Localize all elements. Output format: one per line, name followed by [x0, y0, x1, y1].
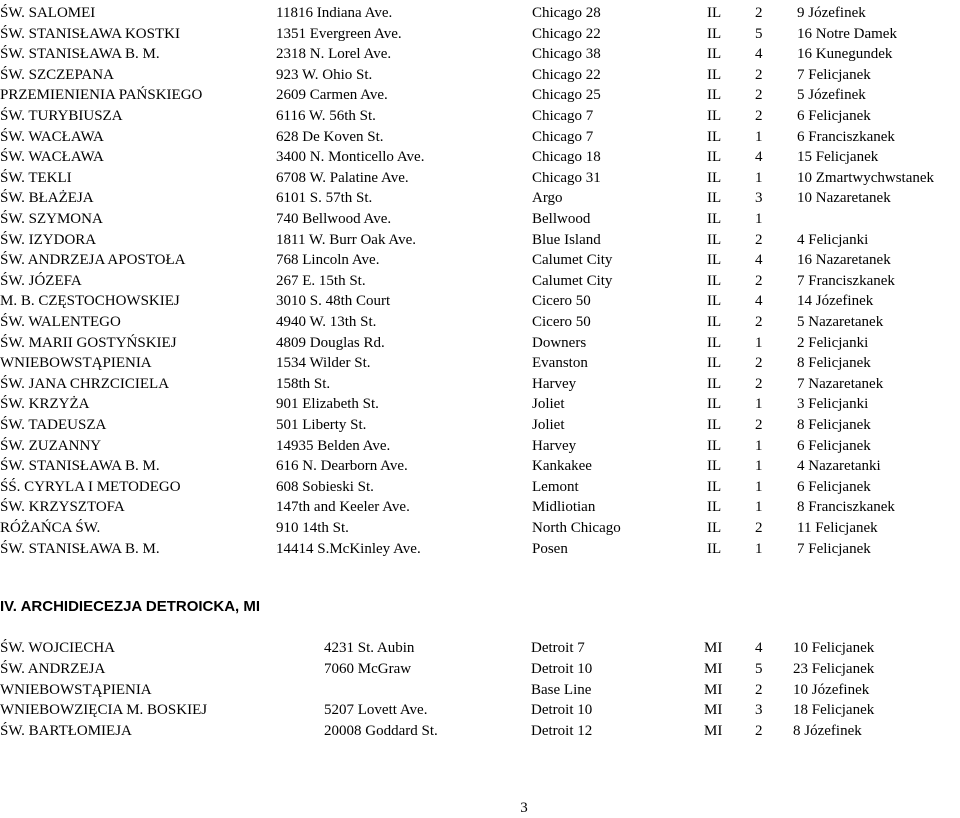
- parish-sisters: 3 Felicjanki: [797, 396, 869, 413]
- parish-name: ŚW. ZUZANNY: [0, 437, 102, 454]
- parish-name: ŚW. SZYMONA: [0, 211, 103, 227]
- parish-sisters: 9 Józefinek: [797, 5, 866, 21]
- parish-address: 147th and Keeler Ave.: [276, 499, 410, 516]
- parish-sisters: 14 Józefinek: [797, 293, 874, 310]
- parish-sisters: 6 Felicjanek: [797, 437, 871, 454]
- parish-sisters: 8 Felicjanek: [797, 417, 871, 433]
- parish-city: Cicero 50: [532, 314, 591, 330]
- parish-city: Midliotian: [532, 499, 596, 516]
- parish-name: ŚW. SALOMEI: [0, 5, 96, 21]
- parish-state: IL: [707, 66, 722, 83]
- parish-number: 2: [755, 520, 763, 536]
- parish-sisters: 10 Felicjanek: [793, 640, 875, 656]
- parish-row: [0, 85, 960, 105]
- parish-row: [0, 65, 960, 85]
- parish-state: IL: [707, 499, 722, 516]
- parish-row: [0, 44, 960, 64]
- parish-row: [0, 436, 960, 456]
- parish-state: IL: [707, 520, 722, 536]
- parish-city: Detroit 10: [531, 702, 593, 719]
- parish-number: 2: [755, 108, 763, 124]
- parish-row: [0, 24, 960, 44]
- parish-name: ŚW. SZCZEPANA: [0, 66, 114, 83]
- parish-row: [0, 291, 960, 311]
- parish-state: MI: [704, 660, 723, 677]
- parish-name: ŚŚ. CYRYLA I METODEGO: [0, 478, 181, 495]
- parish-state: IL: [707, 87, 722, 104]
- parish-state: IL: [707, 211, 722, 227]
- parish-city: Calumet City: [532, 252, 613, 269]
- section-heading-detroit: IV. ARCHIDIECEZJA DETROICKA, MI: [0, 598, 261, 615]
- parish-city: Detroit 12: [531, 723, 593, 740]
- parish-row: [0, 659, 960, 679]
- parish-number: 3: [755, 190, 763, 207]
- parish-address: 3010 S. 48th Court: [276, 293, 391, 310]
- parish-state: IL: [707, 46, 722, 63]
- parish-city: Chicago 7: [532, 108, 594, 124]
- parish-city: North Chicago: [532, 520, 621, 536]
- parish-state: IL: [707, 128, 722, 145]
- parish-name: ŚW. BARTŁOMIEJA: [0, 723, 132, 740]
- parish-city: Blue Island: [532, 231, 601, 248]
- parish-row: [0, 456, 960, 476]
- parish-number: 2: [755, 375, 763, 392]
- parish-name: ŚW. IZYDORA: [0, 231, 97, 248]
- parish-name: ŚW. BŁAŻEJA: [0, 190, 94, 207]
- parish-name: ŚW. ANDRZEJA APOSTOŁA: [0, 252, 186, 269]
- parish-city: Cicero 50: [532, 293, 591, 310]
- parish-number: 4: [755, 640, 763, 656]
- parish-address: 6708 W. Palatine Ave.: [276, 169, 409, 186]
- parish-state: MI: [704, 723, 723, 740]
- parish-sisters: 10 Nazaretanek: [797, 190, 891, 207]
- parish-sisters: 8 Franciszkanek: [797, 499, 895, 516]
- parish-sisters: 6 Felicjanek: [797, 478, 871, 495]
- parish-sisters: 4 Felicjanki: [797, 231, 869, 248]
- parish-number: 1: [755, 334, 763, 351]
- parish-state: IL: [707, 355, 722, 372]
- parish-name: ŚW. WALENTEGO: [0, 314, 121, 330]
- parish-city: Detroit 7: [531, 640, 585, 656]
- parish-state: IL: [707, 334, 722, 351]
- parish-city: Chicago 18: [532, 149, 601, 166]
- parish-sisters: 18 Felicjanek: [793, 702, 875, 719]
- parish-city: Chicago 7: [532, 128, 594, 145]
- parish-state: IL: [707, 293, 722, 310]
- parish-city: Chicago 22: [532, 66, 601, 83]
- parish-row: [0, 106, 960, 126]
- parish-sisters: 15 Felicjanek: [797, 149, 879, 166]
- parish-number: 1: [755, 211, 763, 227]
- parish-row: [0, 721, 960, 741]
- parish-name: ŚW. KRZYŻA: [0, 396, 90, 413]
- parish-address: 910 14th St.: [276, 520, 349, 536]
- parish-row: [0, 477, 960, 497]
- parish-name: ŚW. TURYBIUSZA: [0, 108, 123, 124]
- parish-sisters: 7 Felicjanek: [797, 540, 871, 557]
- parish-sisters: 16 Kunegundek: [797, 46, 893, 63]
- parish-sisters: 11 Felicjanek: [797, 520, 878, 536]
- parish-city: Evanston: [532, 355, 588, 372]
- parish-number: 2: [755, 417, 763, 433]
- parish-row: [0, 168, 960, 188]
- parish-address: 2609 Carmen Ave.: [276, 87, 388, 104]
- parish-row: [0, 188, 960, 208]
- parish-city: Kankakee: [532, 458, 592, 475]
- parish-address: 1534 Wilder St.: [276, 355, 371, 372]
- parish-state: MI: [704, 681, 723, 698]
- parish-sisters: 2 Felicjanki: [797, 334, 869, 351]
- parish-number: 2: [755, 272, 763, 289]
- parish-number: 5: [755, 660, 763, 677]
- parish-sisters: 10 Józefinek: [793, 681, 870, 698]
- parish-sisters: 4 Nazaretanki: [797, 458, 881, 475]
- parish-address: 608 Sobieski St.: [276, 478, 374, 495]
- parish-name: ŚW. WACŁAWA: [0, 149, 104, 166]
- parish-number: 2: [755, 723, 763, 740]
- parish-city: Argo: [532, 190, 563, 207]
- parish-number: 1: [755, 478, 763, 495]
- parish-number: 1: [755, 458, 763, 475]
- parish-sisters: 6 Felicjanek: [797, 108, 871, 124]
- parish-address: 768 Lincoln Ave.: [276, 252, 380, 269]
- parish-address: 501 Liberty St.: [276, 417, 367, 433]
- parish-sisters: 23 Felicjanek: [793, 660, 875, 677]
- parish-city: Bellwood: [532, 211, 591, 227]
- parish-row: [0, 353, 960, 373]
- parish-address: 4809 Douglas Rd.: [276, 334, 385, 351]
- parish-city: Detroit 10: [531, 660, 593, 677]
- parish-city: Lemont: [532, 478, 579, 495]
- parish-row: [0, 374, 960, 394]
- parish-city: Chicago 38: [532, 46, 601, 63]
- parish-number: 2: [755, 681, 763, 698]
- page-number: 3: [520, 800, 528, 816]
- parish-address: 740 Bellwood Ave.: [276, 211, 392, 227]
- parish-number: 5: [755, 25, 763, 42]
- parish-number: 2: [755, 231, 763, 248]
- parish-state: MI: [704, 640, 723, 656]
- parish-name: ŚW. STANISŁAWA KOSTKI: [0, 25, 180, 42]
- parish-number: 1: [755, 540, 763, 557]
- parish-row: [0, 700, 960, 720]
- parish-address: 158th St.: [276, 375, 331, 392]
- parish-address: 11816 Indiana Ave.: [276, 5, 393, 21]
- parish-name: ŚW. WACŁAWA: [0, 128, 104, 145]
- parish-number: 4: [755, 46, 763, 63]
- parish-address: 2318 N. Lorel Ave.: [276, 46, 392, 63]
- parish-name: ŚW. STANISŁAWA B. M.: [0, 46, 160, 63]
- parish-number: 2: [755, 5, 763, 21]
- parish-row: [0, 209, 960, 229]
- parish-number: 4: [755, 293, 763, 310]
- parish-row: [0, 3, 960, 23]
- parish-sisters: 10 Zmartwychwstanek: [797, 169, 935, 186]
- parish-name: ŚW. MARII GOSTYŃSKIEJ: [0, 334, 177, 351]
- parish-state: IL: [707, 417, 722, 433]
- parish-number: 1: [755, 396, 763, 413]
- parish-sisters: 8 Józefinek: [793, 723, 862, 740]
- parish-state: IL: [707, 272, 722, 289]
- parish-state: IL: [707, 375, 722, 392]
- parish-state: IL: [707, 478, 722, 495]
- parish-city: Chicago 28: [532, 5, 601, 21]
- parish-number: 2: [755, 66, 763, 83]
- parish-row: [0, 415, 960, 435]
- parish-city: Chicago 25: [532, 87, 601, 104]
- parish-city: Harvey: [532, 437, 577, 454]
- parish-name: RÓŻAŃCA ŚW.: [0, 520, 101, 536]
- parish-address: 901 Elizabeth St.: [276, 396, 379, 413]
- parish-address: 628 De Koven St.: [276, 128, 384, 145]
- parish-row: [0, 680, 960, 700]
- parish-number: 1: [755, 499, 763, 516]
- parish-name: WNIEBOWSTĄPIENIA: [0, 355, 152, 372]
- parish-sisters: 16 Notre Damek: [797, 25, 897, 42]
- parish-name: ŚW. TADEUSZA: [0, 417, 107, 433]
- parish-state: IL: [707, 437, 722, 454]
- parish-name: WNIEBOWSTĄPIENIA: [0, 681, 152, 698]
- parish-sisters: 7 Felicjanek: [797, 66, 871, 83]
- parish-state: IL: [707, 190, 722, 207]
- parish-name: ŚW. JANA CHRZCICIELA: [0, 375, 170, 392]
- parish-row: [0, 333, 960, 353]
- parish-address: 1811 W. Burr Oak Ave.: [276, 231, 416, 248]
- parish-name: ŚW. WOJCIECHA: [0, 640, 116, 656]
- parish-state: MI: [704, 702, 723, 719]
- parish-state: IL: [707, 5, 722, 21]
- parish-city: Chicago 31: [532, 169, 601, 186]
- parish-address: 14414 S.McKinley Ave.: [276, 540, 421, 557]
- parish-name: WNIEBOWZIĘCIA M. BOSKIEJ: [0, 702, 208, 719]
- parish-address: 6116 W. 56th St.: [276, 108, 376, 124]
- parish-address: 1351 Evergreen Ave.: [276, 25, 402, 42]
- parish-number: 1: [755, 128, 763, 145]
- parish-city: Joliet: [532, 396, 565, 413]
- parish-state: IL: [707, 252, 722, 269]
- parish-address: 616 N. Dearborn Ave.: [276, 458, 408, 475]
- parish-row: [0, 518, 960, 538]
- parish-row: [0, 147, 960, 167]
- parish-number: 4: [755, 252, 763, 269]
- parish-name: ŚW. STANISŁAWA B. M.: [0, 540, 160, 557]
- parish-state: IL: [707, 169, 722, 186]
- parish-name: PRZEMIENIENIA PAŃSKIEGO: [0, 87, 203, 104]
- parish-row: [0, 230, 960, 250]
- parish-row: [0, 250, 960, 270]
- parish-city: Harvey: [532, 375, 577, 392]
- parish-state: IL: [707, 108, 722, 124]
- parish-name: ŚW. KRZYSZTOFA: [0, 499, 125, 516]
- parish-row: [0, 271, 960, 291]
- parish-row: [0, 127, 960, 147]
- parish-state: IL: [707, 540, 722, 557]
- parish-row: [0, 312, 960, 332]
- parish-sisters: 7 Nazaretanek: [797, 375, 884, 392]
- parish-city: Calumet City: [532, 272, 613, 289]
- parish-city: Base Line: [531, 681, 592, 698]
- parish-number: 2: [755, 314, 763, 330]
- parish-sisters: 6 Franciszkanek: [797, 128, 895, 145]
- parish-city: Chicago 22: [532, 25, 601, 42]
- parish-sisters: 5 Józefinek: [797, 87, 866, 104]
- parish-address: 20008 Goddard St.: [324, 723, 438, 740]
- parish-address: 923 W. Ohio St.: [276, 66, 373, 83]
- parish-sisters: 7 Franciszkanek: [797, 272, 895, 289]
- parish-row: [0, 638, 960, 658]
- parish-state: IL: [707, 458, 722, 475]
- parish-number: 4: [755, 149, 763, 166]
- parish-number: 2: [755, 355, 763, 372]
- parish-name: ŚW. STANISŁAWA B. M.: [0, 458, 160, 475]
- parish-sisters: 8 Felicjanek: [797, 355, 871, 372]
- parish-address: 14935 Belden Ave.: [276, 437, 391, 454]
- parish-state: IL: [707, 314, 722, 330]
- parish-address: 4940 W. 13th St.: [276, 314, 377, 330]
- parish-number: 1: [755, 437, 763, 454]
- parish-row: [0, 394, 960, 414]
- parish-row: [0, 497, 960, 517]
- parish-name: M. B. CZĘSTOCHOWSKIEJ: [0, 293, 180, 310]
- parish-state: IL: [707, 149, 722, 166]
- parish-address: 4231 St. Aubin: [324, 640, 415, 656]
- parish-number: 3: [755, 702, 763, 719]
- parish-name: ŚW. ANDRZEJA: [0, 660, 106, 677]
- parish-sisters: 5 Nazaretanek: [797, 314, 884, 330]
- parish-state: IL: [707, 25, 722, 42]
- parish-address: 7060 McGraw: [324, 660, 412, 677]
- parish-address: 3400 N. Monticello Ave.: [276, 149, 425, 166]
- parish-state: IL: [707, 396, 722, 413]
- parish-address: 6101 S. 57th St.: [276, 190, 373, 207]
- parish-city: Joliet: [532, 417, 565, 433]
- parish-row: [0, 539, 960, 559]
- parish-city: Posen: [532, 540, 568, 557]
- parish-address: 267 E. 15th St.: [276, 272, 366, 289]
- parish-address: 5207 Lovett Ave.: [324, 702, 428, 719]
- parish-name: ŚW. TEKLI: [0, 169, 72, 186]
- parish-number: 2: [755, 87, 763, 104]
- parish-sisters: 16 Nazaretanek: [797, 252, 891, 269]
- parish-number: 1: [755, 169, 763, 186]
- parish-state: IL: [707, 231, 722, 248]
- parish-name: ŚW. JÓZEFA: [0, 272, 82, 289]
- parish-city: Downers: [532, 334, 587, 351]
